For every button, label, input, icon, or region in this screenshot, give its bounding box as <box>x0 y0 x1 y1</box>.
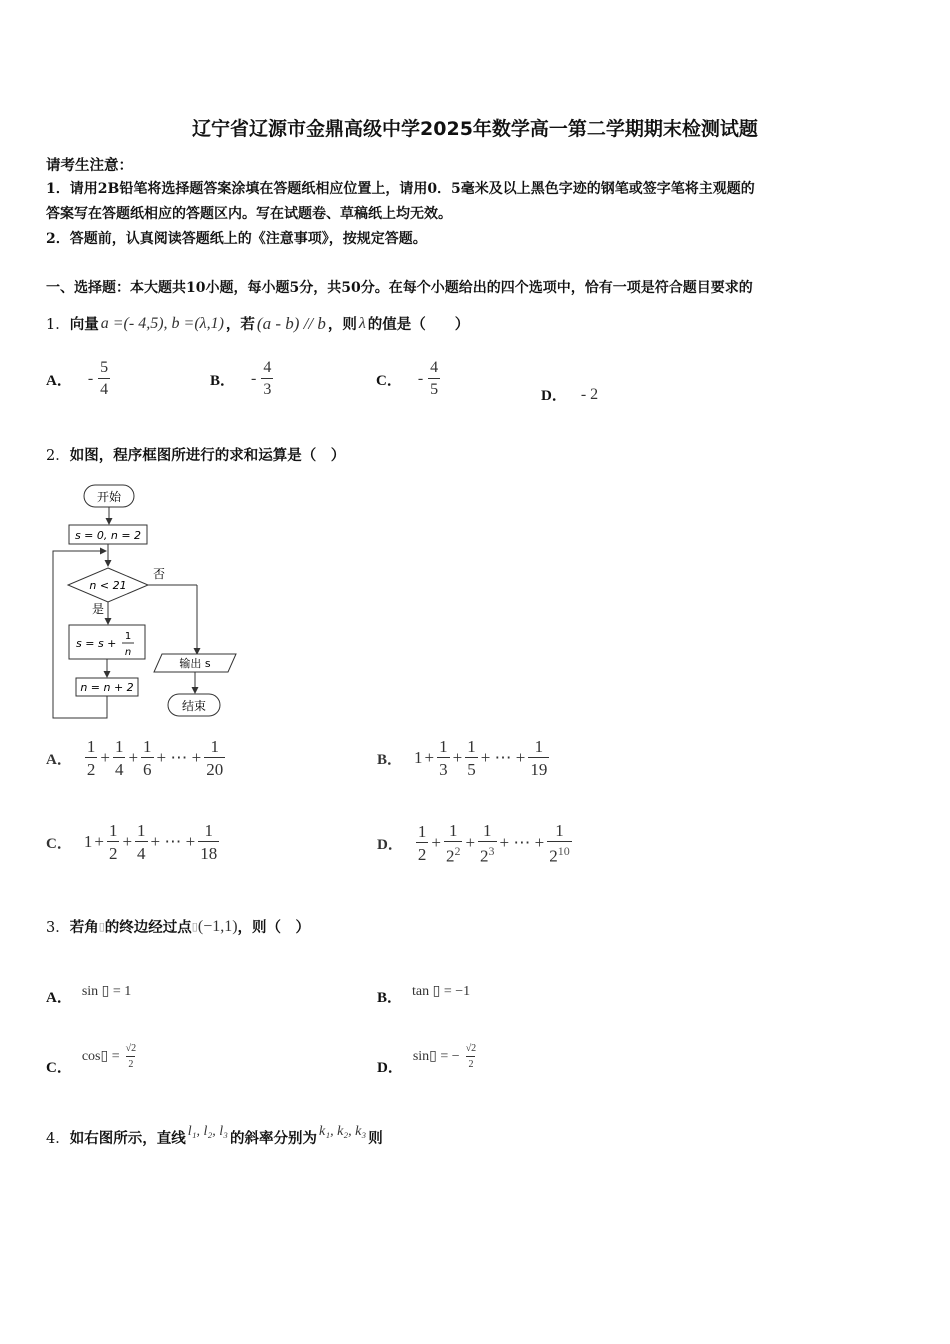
notice-heading: 请考生注意： <box>46 157 133 174</box>
parallel-condition: (a - b) // b <box>256 313 326 333</box>
placeholder-glyph-icon: ▯ <box>98 920 105 933</box>
flow-decision-label: n < 21 <box>89 579 127 592</box>
flow-start-label: 开始 <box>96 490 122 504</box>
question-1: 1． 向量 a =(- 4,5), b =(λ,1) ，若 (a - b) // b ，则 λ 的值是（ ） <box>46 313 470 333</box>
notice-line-1: 1．请用2B铅笔将选择题答案涂填在答题纸相应位置上，请用0．5毫米及以上黑色字迹的钢笔或签字笔将主观题的 <box>46 181 755 197</box>
q3-option-d[interactable]: D． sin▯ = − $\frac{√2}{2}$ <box>377 1042 477 1076</box>
q2-option-b[interactable]: B． 1 + $\frac{1}{3}$ + $\frac{1}{5}$ + ⋯ + $\frac{1}{19}$ <box>377 737 548 779</box>
flowchart <box>50 482 242 722</box>
flow-output-label: 输出 s <box>179 657 211 670</box>
q1-option-c[interactable]: C． - $\frac{4}{5}$ <box>376 359 439 398</box>
q1-option-a[interactable]: A． - $\frac{5}{4}$ <box>46 359 109 398</box>
q1-option-d[interactable]: D． - 2 <box>541 385 599 404</box>
flow-no-label: 否 <box>153 567 166 581</box>
flow-update-s-label: s = s + <box>76 637 117 650</box>
flow-update-n-label: n = n + 2 <box>80 681 134 694</box>
flow-init-label: s = 0, n = 2 <box>74 529 142 542</box>
q2-option-c[interactable]: C． 1 + $\frac{1}{2}$ + $\frac{1}{4}$ + ⋯ + $\frac{1}{18}$ <box>46 821 218 863</box>
flow-yes-label: 是 <box>92 602 105 616</box>
q3-option-c[interactable]: C． cos▯ = $\frac{√2}{2}$ <box>46 1042 137 1076</box>
question-2: 2．如图，程序框图所进行的求和运算是（ ） <box>46 447 346 464</box>
placeholder-glyph-icon: ▯ <box>191 920 198 933</box>
q2-option-d[interactable]: D． $\frac{1}{2}$ + $\frac{1}{2^2}$ + $\frac{1}{2^3}$ + ⋯ + $\frac{1}{2^{10}}$ <box>377 821 570 866</box>
notice-line-2: 答案写在答题纸相应的答题区内。写在试题卷、草稿纸上均无效。 <box>46 206 452 222</box>
flow-end-label: 结束 <box>181 699 207 713</box>
question-number: 1． <box>46 317 70 333</box>
q3-option-b[interactable]: B． tan ▯ = −1 <box>377 984 471 1006</box>
question-4: 4． 如右图所示，直线 l₁, l₂, l₃ 的斜率分别为 k₁, k₂, k₃ 则 <box>46 1123 383 1147</box>
q3-option-a[interactable]: A． sin ▯ = 1 <box>46 984 132 1006</box>
q1-option-b[interactable]: B． - $\frac{4}{3}$ <box>210 359 272 398</box>
vector-definition: a =(- 4,5), b =(λ,1) <box>100 314 224 332</box>
question-3: 3． 若角 ▯ 的终边经过点 ▯ (−1,1) ，则（ ） <box>46 917 311 936</box>
flow-update-s-den: n <box>124 647 132 658</box>
flow-update-s-num: 1 <box>124 631 132 642</box>
notice-line-3: 2．答题前，认真阅读答题纸上的《注意事项》，按规定答题。 <box>46 231 427 247</box>
page-title: 辽宁省辽源市金鼎高级中学2025年数学高一第二学期期末检测试题 <box>192 118 758 140</box>
q2-option-a[interactable]: A． $\frac{1}{2}$ + $\frac{1}{4}$ + $\frac{1}{6}$ + ⋯ + $\frac{1}{20}$ <box>46 737 224 779</box>
section-heading: 一、选择题：本大题共10小题，每小题5分，共50分。在每个小题给出的四个选项中，恰有一项是符合题目要求的 <box>46 280 753 296</box>
